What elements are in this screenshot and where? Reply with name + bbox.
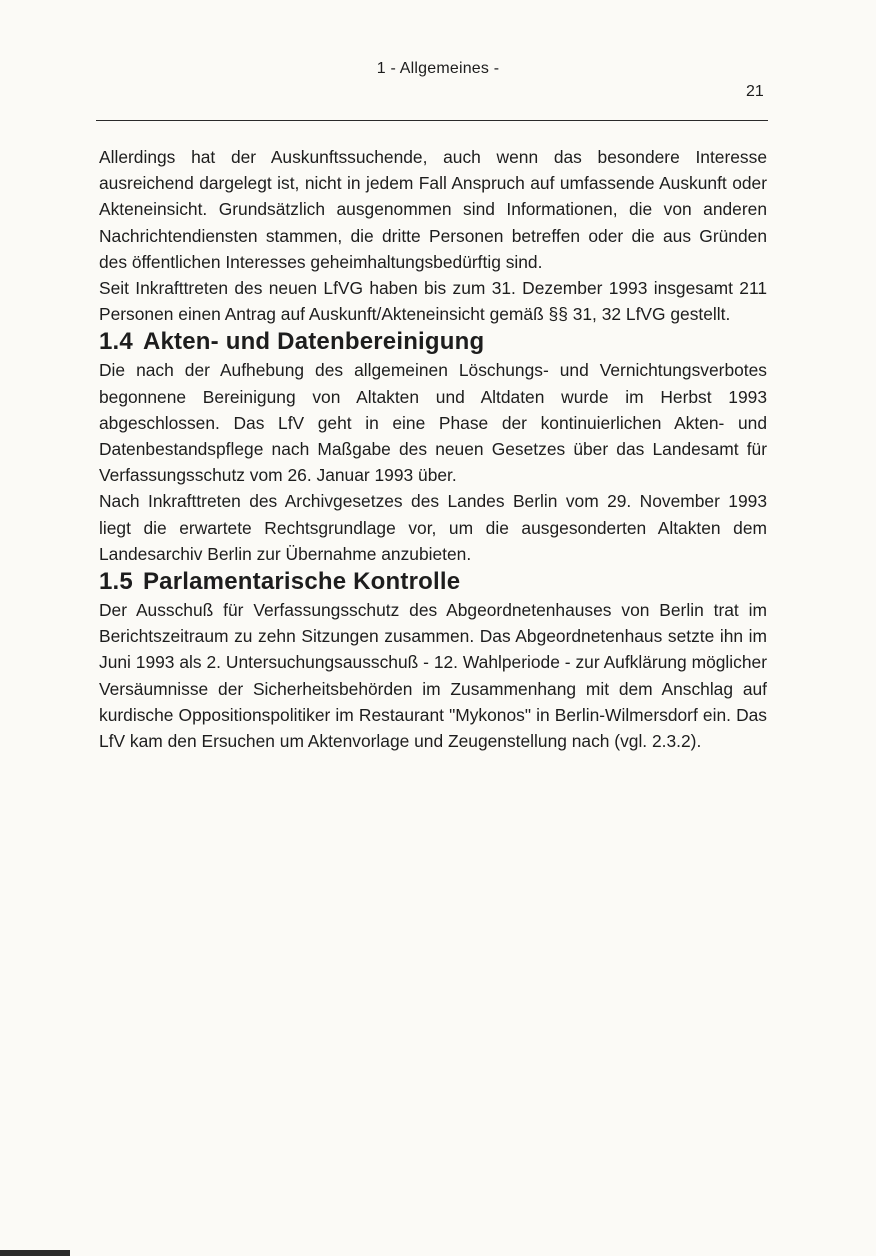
section-heading-1-5 [99, 567, 767, 597]
paragraph-intro-1: Allerdings hat der Auskunftssuchende, auch wenn das besondere Interesse ausreichend dargelegt ist, nicht in jedem Fall Anspruch auf umfassende Auskunft oder Akteneinsicht. Grundsätzlich ausgenommen sind Informationen, die von anderen Nachrichtendiensten stammen, die dritte Personen betreffen oder die aus Gründen des öffentlichen Interesses geheimhaltungsbedürftig sind. [99, 147, 767, 272]
paragraph-1-5-a: Der Ausschuß für Verfassungsschutz des Abgeordnetenhauses von Berlin trat im Berichtszeitraum zu zehn Sitzungen zusammen. Das Abgeordnetenhaus setzte ihn im Juni 1993 als 2. Untersuchungsausschuß - 12. Wahlperiode - zur Aufklärung möglicher Versäumnisse der Sicherheitsbehörden im Zusammenhang mit dem Anschlag auf kurdische Oppositionspolitiker im Restaurant "Mykonos" in Berlin-Wilmersdorf ein. Das LfV kam den Ersuchen um Aktenvorlage und Zeugenstellung nach (vgl. 2.3.2). [99, 600, 767, 752]
section-number: 1.4 [99, 328, 133, 356]
running-header: 1 - Allgemeines - [376, 60, 500, 77]
section-title: Parlamentarische Kontrolle [142, 568, 461, 596]
page-number: 21 [746, 83, 764, 100]
header-rule [96, 120, 768, 121]
paragraph-intro-2: Seit Inkrafttreten des neuen LfVG haben bis zum 31. Dezember 1993 insgesamt 211 Personen einen Antrag auf Auskunft/Akteneinsicht gemäß §§ 31, 32 LfVG gestellt. [99, 278, 767, 325]
section-heading-1-4 [99, 327, 767, 357]
page-body [99, 144, 767, 754]
section-title: Akten- und Datenbereinigung [142, 328, 485, 356]
scan-edge-mark [0, 1250, 70, 1256]
section-number: 1.5 [99, 568, 133, 596]
paragraph-1-4-b: Nach Inkrafttreten des Archivgesetzes des Landes Berlin vom 29. November 1993 liegt die erwartete Rechtsgrundlage vor, um die ausgesonderten Altakten dem Landesarchiv Berlin zur Übernahme anzubieten. [99, 491, 767, 564]
paragraph-1-4-a: Die nach der Aufhebung des allgemeinen Löschungs- und Vernichtungsverbotes begonnene Bereinigung von Altakten und Altdaten wurde im Herbst 1993 abgeschlossen. Das LfV geht in eine Phase der kontinuierlichen Akten- und Datenbestandspflege nach Maßgabe des neuen Gesetzes über das Landesamt für Verfassungsschutz vom 26. Januar 1993 über. [99, 360, 767, 486]
